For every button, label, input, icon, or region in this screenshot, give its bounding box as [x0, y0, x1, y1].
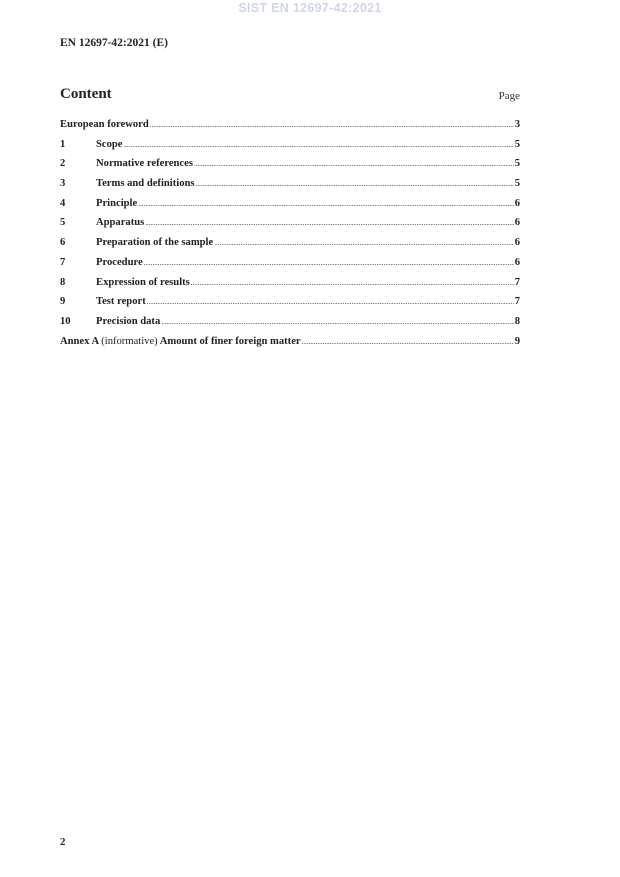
toc-entry-number: 1 [60, 138, 66, 150]
toc-entry-title: Procedure [96, 256, 143, 268]
toc-entry-number: 6 [60, 237, 66, 249]
toc-entry-number: 3 [60, 178, 66, 190]
toc-entry-title: Expression of results [96, 276, 190, 288]
toc-entry-principle[interactable] [60, 198, 520, 218]
toc-leader-dots [150, 121, 514, 129]
watermark: SIST EN 12697-42:2021 [238, 1, 382, 15]
toc-entry-number: 8 [60, 276, 66, 288]
toc-entry-page: 6 [514, 197, 520, 209]
toc-entry-expression-of-results[interactable] [60, 277, 520, 297]
toc-leader-dots [138, 200, 514, 208]
toc-leader-dots [214, 239, 513, 247]
page-column-label: Page [498, 90, 520, 102]
toc-leader-dots [144, 259, 514, 267]
toc-entry-foreword[interactable] [60, 119, 520, 139]
toc-entry-page: 6 [514, 237, 520, 249]
toc-entry-page: 7 [514, 296, 520, 308]
toc-entry-page: 5 [514, 158, 520, 170]
toc-entry-title: European foreword [60, 119, 149, 130]
toc-entry-page: 6 [514, 217, 520, 229]
toc-title: Content [60, 86, 112, 102]
toc-leader-dots [196, 180, 514, 188]
annex-title: Amount of finer foreign matter [159, 335, 301, 347]
toc-entry-number: 9 [60, 296, 66, 308]
toc-entry-title: Precision data [96, 315, 161, 327]
toc-entry-page: 5 [514, 178, 520, 190]
toc-entry-test-report[interactable] [60, 296, 520, 316]
toc-entry-title: Normative references [96, 158, 193, 170]
toc-entry-title: Principle [96, 197, 138, 209]
toc-entry-normative-references[interactable] [60, 158, 520, 178]
toc-entry-apparatus[interactable] [60, 217, 520, 237]
toc-entry-number: 10 [60, 315, 71, 327]
toc-entry-page: 8 [514, 315, 520, 327]
toc-entry-page: 3 [514, 119, 520, 130]
toc-entry-number: 7 [60, 256, 66, 268]
toc-entry-preparation-of-sample[interactable] [60, 237, 520, 257]
toc-leader-dots [302, 338, 514, 346]
toc-entry-title: Test report [96, 296, 146, 308]
toc-entry-number: 5 [60, 217, 66, 229]
toc-entry-title: Scope [96, 138, 123, 150]
toc-entry-page: 5 [514, 138, 520, 150]
toc-entry-title [60, 336, 301, 347]
toc-leader-dots [194, 160, 514, 168]
toc-leader-dots [145, 219, 513, 227]
toc-entry-precision-data[interactable] [60, 316, 520, 336]
toc-entry-scope[interactable] [60, 139, 520, 159]
toc-leader-dots [147, 298, 514, 306]
toc-entry-page: 7 [514, 276, 520, 288]
toc-entry-title: Apparatus [96, 217, 145, 229]
toc-entry-title: Terms and definitions [96, 178, 195, 190]
toc-leader-dots [123, 141, 513, 149]
annex-qualifier: (informative) [101, 335, 158, 347]
toc-entry-title: Preparation of the sample [96, 237, 214, 249]
toc-entry-page: 6 [514, 256, 520, 268]
toc-leader-dots [191, 279, 514, 287]
toc-entry-page: 9 [514, 335, 520, 347]
toc-entry-number: 4 [60, 197, 66, 209]
toc-entry-number: 2 [60, 158, 66, 170]
page-number: 2 [60, 836, 66, 848]
toc-entry-annex-a[interactable] [60, 336, 520, 356]
table-of-contents [60, 119, 520, 355]
toc-entry-terms-and-definitions[interactable] [60, 178, 520, 198]
toc-leader-dots [161, 318, 513, 326]
toc-entry-procedure[interactable] [60, 257, 520, 277]
document-id-header: EN 12697-42:2021 (E) [60, 37, 168, 49]
annex-label: Annex A [60, 335, 99, 347]
